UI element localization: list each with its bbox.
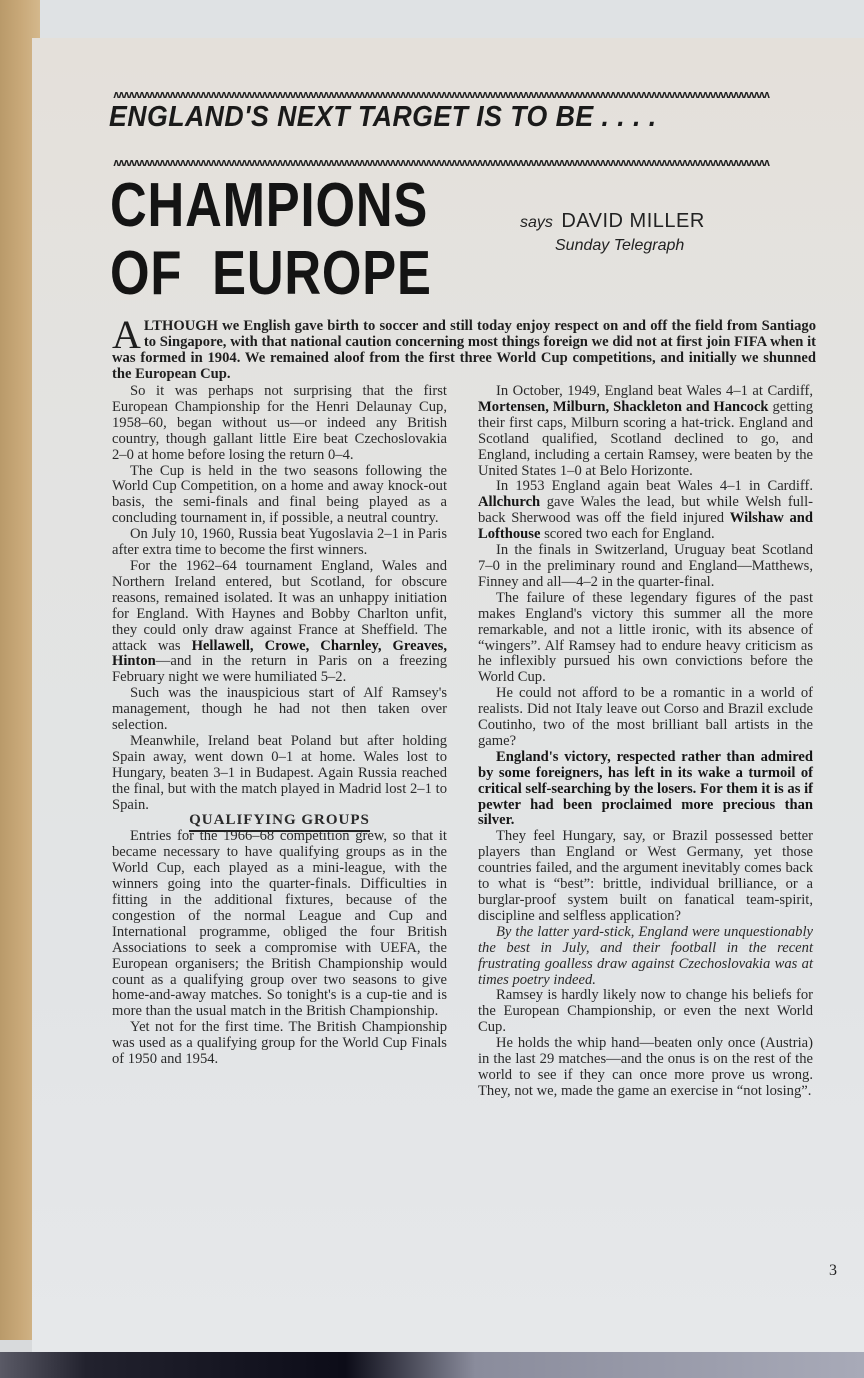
player-names: Wilshaw and Lofthouse: [478, 510, 813, 543]
background-surface: [0, 1352, 864, 1378]
drop-cap: A: [112, 312, 141, 357]
text: In October, 1949, England beat Wales 4–1 at Cardiff,: [496, 383, 813, 399]
article-kicker: ENGLAND'S NEXT TARGET IS TO BE . . . .: [109, 101, 657, 133]
player-names: Hellawell, Crowe, Charnley, Greaves, Hinton: [112, 637, 447, 670]
paragraph: He holds the whip hand—beaten only once (Austria) in the last 29 matches—and the onus is on the rest of the world to see if they can once more prove us wrong. They, not we, made the game an exercise in “not losing”.: [478, 1035, 813, 1099]
text: For the 1962–64 tournament England, Wales and Northern Ireland entered, but Scotland, for obscure reasons, remained isolated. It was an unhappy initiation for England. With Haynes and Bobby Charlton unfit, they could only draw against France at Sheffield. The attack was: [112, 557, 447, 654]
text: —and in the return in Paris on a freezing February night we were humiliated 5–2.: [112, 653, 447, 686]
decorative-rule-top: ʌʌʌʌʌʌʌʌʌʌʌʌʌʌʌʌʌʌʌʌʌʌʌʌʌʌʌʌʌʌʌʌʌʌʌʌʌʌʌʌʌʌʌʌʌʌʌʌʌʌʌʌʌʌʌʌʌʌʌʌʌʌʌʌʌʌʌʌʌʌʌʌʌʌʌʌʌʌʌʌʌʌʌʌʌʌʌʌʌʌʌʌʌʌʌʌʌʌʌʌʌʌʌʌʌʌʌʌʌʌʌʌʌʌʌʌʌʌʌʌʌʌʌʌʌʌʌʌ: [113, 91, 769, 99]
paragraph: So it was perhaps not surprising that the first European Championship for the Henri Delaunay Cup, 1958–60, began without us—or indeed any British country, though gallant little Eire beat Czechoslovakia 2–0 at home before losing the return 0–4.: [112, 383, 447, 463]
bold-paragraph: England's victory, respected rather than admired by some foreigners, has left in its wake a turmoil of critical self-searching by the losers. For them it is as if pewter had been proclaimed more precious than silver.: [478, 748, 813, 829]
background-wall: [0, 0, 864, 40]
lead-paragraph: [112, 312, 816, 382]
paragraph: [478, 479, 813, 543]
italic-text: By the latter yard-stick, England were unquestionably the best in July, and their football in the recent frustrating goalless draw against Czechoslovakia was at times poetry indeed.: [478, 923, 813, 988]
byline-says: says: [520, 214, 553, 231]
section-subhead: [112, 813, 447, 829]
text: In 1953 England again beat Wales 4–1 in Cardiff.: [496, 478, 813, 495]
paragraph: Entries for the 1966–68 competition grew, so that it became necessary to have qualifying groups as in the World Cup, each played as a mini-league, with the winners going into the quarter-finals. Difficulties in fitting in the additional fixtures, because of the congestion of the normal League and Cup and International programme, obliged the four British Associations to seek a compromise with UEFA, the European organisers; the British Championship would count as a qualifying group over two seasons to give home-and-away matches. So tonight's is a cup-tie and is more than the usual match in the British Championship.: [112, 828, 447, 1020]
player-name: Allchurch: [478, 494, 541, 511]
text: getting their first caps, Milburn scoring a hat-trick. England and Scotland qualified, Scotland declined to go, and England, including a certain Ramsey, were beaten by the United States 1–0 at Belo Horizonte.: [478, 398, 813, 479]
paragraph: [478, 384, 813, 479]
paragraph: In the finals in Switzerland, Uruguay beat Scotland 7–0 in the preliminary round and England—Matthews, Finney and all—4–2 in the quarter-final.: [478, 542, 813, 590]
text: gave Wales the lead, but while Welsh full-back Sherwood was off the field injured: [478, 494, 813, 527]
page-number: 3: [829, 1262, 837, 1279]
decorative-rule-bottom: ʌʌʌʌʌʌʌʌʌʌʌʌʌʌʌʌʌʌʌʌʌʌʌʌʌʌʌʌʌʌʌʌʌʌʌʌʌʌʌʌʌʌʌʌʌʌʌʌʌʌʌʌʌʌʌʌʌʌʌʌʌʌʌʌʌʌʌʌʌʌʌʌʌʌʌʌʌʌʌʌʌʌʌʌʌʌʌʌʌʌʌʌʌʌʌʌʌʌʌʌʌʌʌʌʌʌʌʌʌʌʌʌʌʌʌʌʌʌʌʌʌʌʌʌʌʌʌʌ: [113, 159, 769, 167]
lead-text: LTHOUGH we English gave birth to soccer and still today enjoy respect on and off the field from Santiago to Singapore, with that national caution concerning most things foreign we did not at first join FIFA when it was formed in 1904. We remained aloof from the first three World Cup competitions, and initially we shunned the European Cup.: [112, 318, 816, 382]
paragraph: Such was the inauspicious start of Alf Ramsey's management, though he had not then taken over selection.: [112, 685, 447, 734]
paragraph: On July 10, 1960, Russia beat Yugoslavia 2–1 in Paris after extra time to become the first winners.: [112, 526, 447, 559]
paragraph: Meanwhile, Ireland beat Poland but after holding Spain away, went down 0–1 at home. Wales lost to Hungary, beaten 3–1 in Budapest. Again Russia reached the final, but with the match played in Madrid lost 2–1 to Spain.: [112, 732, 447, 813]
headline-line-1: CHAMPIONS: [110, 171, 429, 240]
paragraph: Ramsey is hardly likely now to change his beliefs for the European Championship, or even the next World Cup.: [478, 987, 813, 1036]
byline-author: DAVID MILLER: [561, 210, 705, 232]
paragraph: Yet not for the first time. The British Championship was used as a qualifying group for the World Cup Finals of 1950 and 1954.: [112, 1019, 447, 1068]
paragraph: The failure of these legendary figures of the past makes England's victory this summer all the more remarkable, and not a little ironic, with its absence of “wingers”. Alf Ramsey had to endure heavy criticism as he inflexibly pursued his own convictions before the World Cup.: [478, 589, 813, 686]
subhead-text: QUALIFYING GROUPS: [189, 812, 370, 832]
headline-line-2: OF EUROPE: [110, 239, 432, 308]
player-names: Mortensen, Milburn, Shackleton and Hancock: [478, 398, 769, 415]
right-column: [478, 384, 813, 1100]
italic-paragraph: [478, 925, 813, 989]
byline: [520, 210, 705, 255]
paragraph: They feel Hungary, say, or Brazil possessed better players than England or West Germany, yet those countries failed, and the argument inevitably comes back to what is “best”: brittle, individual brilliance, or a burglar-proof system built on fanatical team-spirit, discipline and selfless application?: [478, 828, 813, 924]
paragraph: [112, 559, 447, 686]
paragraph: The Cup is held in the two seasons following the World Cup Competition, on a home and away knock-out basis, the semi-finals and final being played as a concluding tournament in, if possible, a neutral country.: [112, 462, 447, 527]
paragraph: He could not afford to be a romantic in a world of realists. Did not Italy leave out Corso and Brazil exclude Coutinho, two of the most brilliant ball artists in the game?: [478, 685, 813, 749]
left-column: [112, 384, 447, 1068]
article-headline: [110, 172, 432, 308]
text: scored two each for England.: [540, 526, 715, 543]
byline-publication: Sunday Telegraph: [555, 237, 685, 254]
